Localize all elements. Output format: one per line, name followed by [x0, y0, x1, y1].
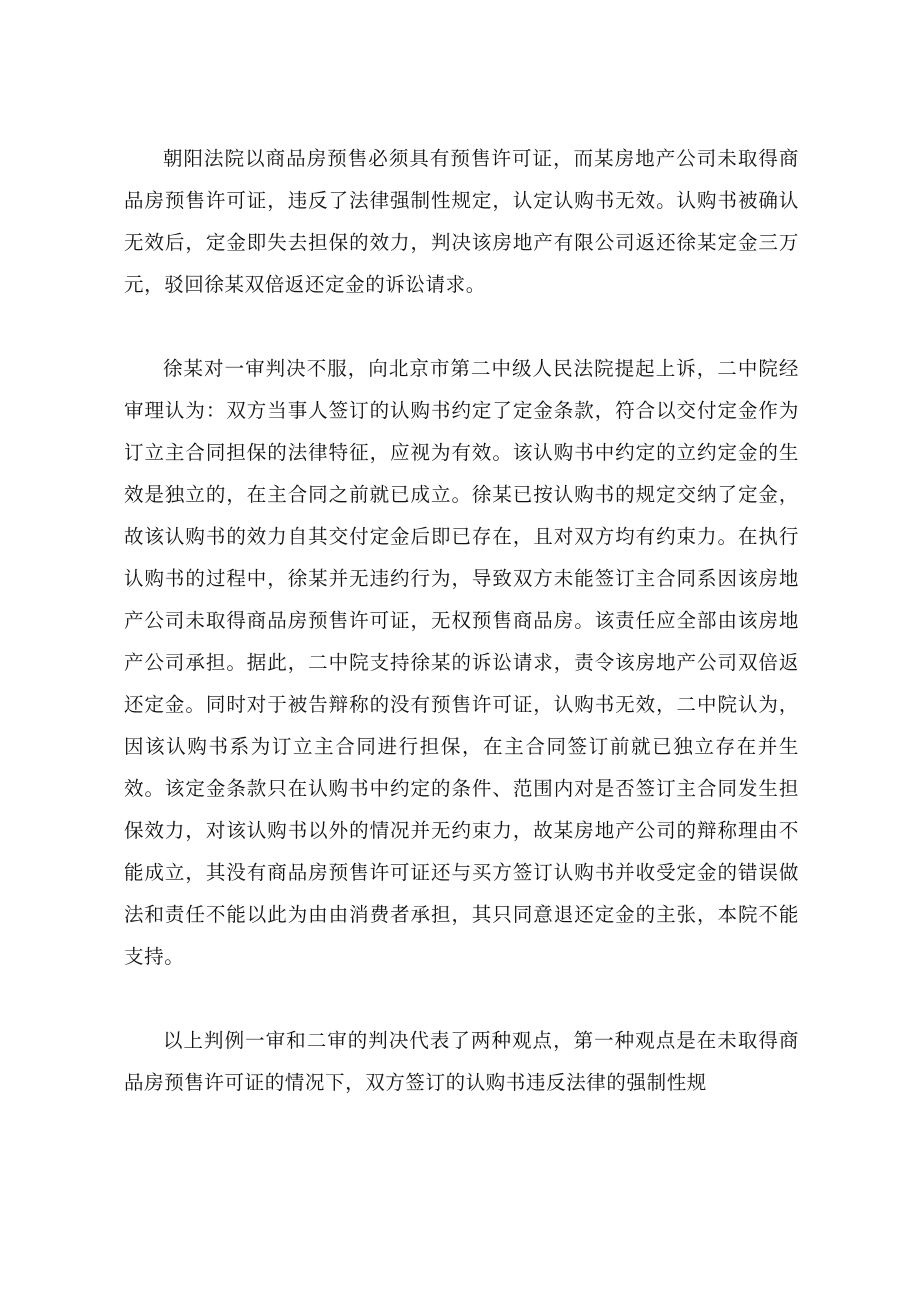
- paragraph-first-instance-ruling: 朝阳法院以商品房预售必须具有预售许可证，而某房地产公司未取得商品房预售许可证，违反了法律强制性规定，认定认购书无效。认购书被确认无效后，定金即失去担保的效力，判决该房地产有限公司返还徐某定金三万元，驳回徐某双倍返还定金的诉讼请求。: [124, 147, 799, 296]
- paragraph-appeal-ruling: 徐某对一审判决不服，向北京市第二中级人民法院提起上诉，二中院经审理认为：双方当事人签订的认购书约定了定金条款，符合以交付定金作为订立主合同担保的法律特征，应视为有效。该认购书中约定的立约定金的生效是独立的，在主合同之前就已成立。徐某已按认购书的规定交纳了定金，故该认购书的效力自其交付定金后即已存在，且对双方均有约束力。在执行认购书的过程中，徐某并无违约行为，导致双方未能签订主合同系因该房地产公司未取得商品房预售许可证，无权预售商品房。该责任应全部由该房地产公司承担。据此，二中院支持徐某的诉讼请求，责令该房地产公司双倍返还定金。同时对于被告辩称的没有预售许可证，认购书无效，二中院认为，因该认购书系为订立主合同进行担保，在主合同签订前就已独立存在并生效。该定金条款只在认购书中约定的条件、范围内对是否签订主合同发生担保效力，对该认购书以外的情况并无约束力，故某房地产公司的辩称理由不能成立，其没有商品房预售许可证还与买方签订认购书并收受定金的错误做法和责任不能以此为由由消费者承担，其只同意退还定金的主张，本院不能支持。: [124, 357, 799, 968]
- paragraph-two-viewpoints: 以上判例一审和二审的判决代表了两种观点，第一种观点是在未取得商品房预售许可证的情况下，双方签订的认购书违反法律的强制性规: [124, 1029, 799, 1094]
- document-body: [124, 138, 799, 1104]
